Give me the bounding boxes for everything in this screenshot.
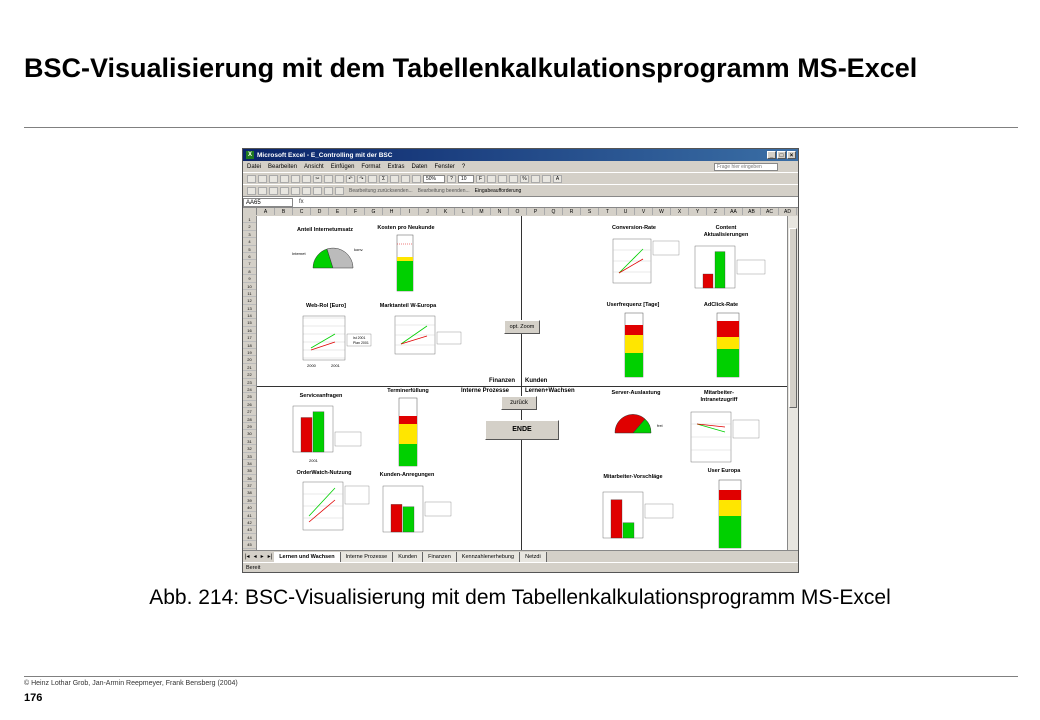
column-header[interactable]: K [437, 208, 455, 215]
series-plan [309, 500, 335, 522]
column-header[interactable]: L [455, 208, 473, 215]
column-header[interactable]: O [509, 208, 527, 215]
row-header[interactable]: 13 [243, 305, 256, 312]
row-header[interactable]: 21 [243, 364, 256, 371]
chart-title-kundenanr: Kunden-Anregungen [379, 472, 435, 478]
line-chart-webroi [273, 312, 373, 372]
review-icon-3[interactable] [269, 187, 278, 195]
row-header[interactable]: 11 [243, 290, 256, 297]
save-icon[interactable] [269, 175, 278, 183]
row-header[interactable]: 42 [243, 519, 256, 526]
sort-asc-icon[interactable] [390, 175, 399, 183]
row-header[interactable]: 7 [243, 260, 256, 267]
column-header[interactable]: T [599, 208, 617, 215]
column-header[interactable]: C [293, 208, 311, 215]
row-header[interactable]: 36 [243, 475, 256, 482]
zurueck-button[interactable]: zurück [501, 396, 537, 410]
chart-title-orderwatch: OrderWatch-Nutzung [296, 470, 352, 476]
autosum-icon[interactable]: Σ [379, 175, 388, 183]
open-file-icon[interactable] [258, 175, 267, 183]
pie-anteil-internetumsatz [288, 236, 378, 286]
figure-caption: Abb. 214: BSC-Visualisierung mit dem Tabellenkalkulationsprogramm MS-Excel [149, 586, 891, 609]
select-all-corner[interactable] [243, 208, 257, 215]
maximize-icon[interactable]: □ [777, 151, 786, 159]
column-header[interactable]: F [347, 208, 365, 215]
align-left-icon[interactable] [487, 175, 496, 183]
row-header[interactable]: 32 [243, 445, 256, 452]
row-header[interactable]: 45 [243, 541, 256, 548]
row-header[interactable]: 2 [243, 223, 256, 230]
column-header[interactable]: U [617, 208, 635, 215]
spellcheck-icon[interactable] [302, 175, 311, 183]
row-header[interactable]: 14 [243, 312, 256, 319]
chart-title-marktanteil: Marktanteil W-Europa [379, 303, 437, 309]
review-icon-8[interactable] [324, 187, 333, 195]
fill-color-icon[interactable] [542, 175, 551, 183]
bar-anregungen-ist [403, 507, 414, 532]
row-header[interactable]: 27 [243, 408, 256, 415]
last-sheet-icon[interactable]: ▸| [267, 554, 273, 560]
tab-finanzen[interactable]: Finanzen [423, 552, 457, 562]
chart-title-userfrequenz: Userfrequenz [Tage] [606, 302, 660, 308]
line-chart-orderwatch [273, 478, 373, 542]
column-header[interactable]: E [329, 208, 347, 215]
redo-icon[interactable]: ↷ [357, 175, 366, 183]
review-icon-5[interactable] [291, 187, 300, 195]
bar-service-ist [313, 412, 324, 452]
zoom-select[interactable]: 50% [423, 175, 445, 183]
end-review-button[interactable]: Bearbeitung beenden... [417, 187, 470, 194]
next-sheet-icon[interactable]: ▸ [260, 554, 264, 560]
tab-kunden[interactable]: Kunden [393, 552, 423, 562]
chart-title-service: Serviceanfragen [299, 393, 343, 399]
row-header[interactable]: 29 [243, 423, 256, 430]
label-lernen-wachsen: Lernen+Wachsen [525, 388, 575, 394]
bar-content-ist [715, 252, 725, 288]
row-header[interactable]: 23 [243, 379, 256, 386]
row-header[interactable]: 41 [243, 512, 256, 519]
status-bar: Bereit [243, 562, 798, 573]
ende-button[interactable]: ENDE [485, 420, 559, 440]
row-header[interactable]: 35 [243, 467, 256, 474]
row-header[interactable]: 39 [243, 497, 256, 504]
menu-format[interactable]: Format [361, 163, 381, 170]
row-header[interactable]: 18 [243, 342, 256, 349]
column-header[interactable]: V [635, 208, 653, 215]
row-header[interactable]: 19 [243, 349, 256, 356]
row-header[interactable]: 10 [243, 283, 256, 290]
review-icon-2[interactable] [258, 187, 267, 195]
window-title: Microsoft Excel - E_Controlling mit der BSC [257, 151, 393, 159]
row-header[interactable]: 6 [243, 253, 256, 260]
row-header[interactable]: 3 [243, 231, 256, 238]
line-chart-intranet [673, 408, 773, 472]
row-header[interactable]: 1 [243, 216, 256, 223]
row-header[interactable]: 12 [243, 297, 256, 304]
row-header[interactable]: 40 [243, 504, 256, 511]
send-back-button[interactable]: Bearbeitung zurücksenden... [349, 187, 413, 194]
percent-icon[interactable]: % [520, 175, 529, 183]
bar-chart-service [273, 402, 373, 466]
review-icon-4[interactable] [280, 187, 289, 195]
gauge-kosten-pro-neukunde [373, 233, 433, 295]
currency-icon[interactable] [509, 175, 518, 183]
column-header[interactable]: J [419, 208, 437, 215]
x-label-2001: 2001 [309, 458, 318, 463]
pie-server-auslastung [603, 399, 683, 439]
name-box[interactable]: AA65 [243, 198, 293, 207]
bar-chart-mitarbeiter-vorschlaege [583, 490, 683, 546]
copyright-note: © Heinz Lothar Grob, Jan-Armin Reepmeyer, Frank Bensberg (2004) [24, 680, 238, 687]
row-header[interactable]: 34 [243, 460, 256, 467]
row-header[interactable]: 38 [243, 489, 256, 496]
column-header[interactable]: I [401, 208, 419, 215]
x-label-2000: 2000 [307, 363, 316, 368]
new-file-icon[interactable] [247, 175, 256, 183]
gauge-user-europa [695, 478, 755, 550]
chart-title-kosten: Kosten pro Neukunde [377, 225, 435, 231]
column-header[interactable]: AC [761, 208, 779, 215]
row-header[interactable]: 25 [243, 393, 256, 400]
review-icon-6[interactable] [302, 187, 311, 195]
cut-icon[interactable]: ✂ [313, 175, 322, 183]
row-header[interactable]: 24 [243, 386, 256, 393]
sheet-tab-bar [243, 550, 798, 562]
legend-plan: Plan 2001 [353, 341, 369, 345]
bar-vorschlaege-ist [623, 523, 634, 538]
chart-title-anteil: Anteil Internetumsatz [297, 227, 353, 233]
paste-icon[interactable] [335, 175, 344, 183]
copy-icon[interactable] [324, 175, 333, 183]
gridlines [303, 318, 345, 358]
perspective-divider-horizontal [257, 386, 788, 387]
first-sheet-icon[interactable]: |◂ [245, 554, 250, 560]
excel-window [242, 148, 799, 573]
print-icon[interactable] [280, 175, 289, 183]
hyperlink-icon[interactable] [368, 175, 377, 183]
column-header[interactable]: B [275, 208, 293, 215]
worksheet[interactable] [243, 216, 788, 550]
excel-title-bar [243, 149, 798, 161]
bar-service-plan [301, 418, 312, 453]
column-header[interactable]: G [365, 208, 383, 215]
column-header[interactable]: S [581, 208, 599, 215]
column-header[interactable]: Z [707, 208, 725, 215]
menu-extras[interactable]: Extras [387, 163, 405, 170]
column-header[interactable]: Q [545, 208, 563, 215]
row-header[interactable]: 20 [243, 356, 256, 363]
gauge-adclick [695, 311, 755, 381]
menu-datei[interactable]: Datei [247, 163, 262, 170]
chart-title-conversion: Conversion-Rate [611, 225, 656, 231]
row-header[interactable]: 28 [243, 416, 256, 423]
chart-title-adclick: AdClick-Rate [703, 302, 739, 308]
row-header[interactable]: 37 [243, 482, 256, 489]
chart-title-usereuropa: User Europa [707, 468, 741, 474]
series-ist [309, 488, 335, 516]
chart-title-termin: Terminerfüllung [387, 388, 429, 394]
menu-bearbeiten[interactable]: Bearbeiten [268, 163, 298, 170]
perspective-divider-vertical [521, 216, 522, 550]
label-finanzen: Finanzen [489, 378, 516, 384]
vertical-scrollbar[interactable] [787, 216, 798, 550]
column-header[interactable]: P [527, 208, 545, 215]
chart-title-intranet: Mitarbeiter-Intranetzugriff [700, 390, 738, 403]
gauge-terminerfuellung [375, 396, 435, 468]
row-header[interactable]: 17 [243, 334, 256, 341]
bar-anregungen-plan [391, 504, 402, 532]
bar-vorschlaege-plan [611, 500, 622, 538]
menu-bar [243, 161, 798, 172]
row-header[interactable]: 33 [243, 453, 256, 460]
line-chart-marktanteil [365, 312, 465, 362]
tab-lernen-und-wachsen[interactable]: Lernen und Wachsen [274, 552, 340, 562]
column-header[interactable]: H [383, 208, 401, 215]
font-color-icon[interactable]: A [553, 175, 562, 183]
label-kunden: Kunden [525, 378, 548, 384]
title-divider [24, 127, 1018, 128]
bar-chart-kunden-anregungen [363, 482, 463, 542]
row-header[interactable]: 5 [243, 246, 256, 253]
row-header[interactable]: 31 [243, 438, 256, 445]
row-header[interactable]: 8 [243, 268, 256, 275]
menu-fenster[interactable]: Fenster [434, 163, 455, 170]
chart-title-server: Server-Auslastung [611, 390, 661, 396]
font-size-select[interactable]: 10 [458, 175, 474, 183]
scrollbar-thumb[interactable] [789, 228, 797, 408]
legend-ist: Ist 2001 [353, 336, 366, 340]
chart-title-content: Content Aktualisierungen [703, 225, 749, 238]
column-header[interactable]: W [653, 208, 671, 215]
preview-icon[interactable] [291, 175, 300, 183]
row-header[interactable]: 44 [243, 534, 256, 541]
bar-content-plan [703, 274, 713, 288]
row-header[interactable]: 22 [243, 371, 256, 378]
x-label-2001: 2001 [331, 363, 340, 368]
fx-icon[interactable]: fx [299, 199, 304, 205]
review-toolbar [243, 184, 798, 196]
excel-app-icon: X [247, 152, 252, 158]
indent-icon[interactable] [531, 175, 540, 183]
pie-label-konv: konv. [354, 247, 364, 252]
row-headers [243, 216, 257, 550]
pie-label-internet: Internet [292, 251, 306, 256]
column-header[interactable]: AA [725, 208, 743, 215]
menu-einfuegen[interactable]: Einfügen [330, 163, 355, 170]
formula-bar [243, 196, 798, 207]
input-prompt-button[interactable]: Eingabeaufforderung [474, 187, 522, 194]
menu-ansicht[interactable]: Ansicht [304, 163, 324, 170]
bold-icon[interactable]: F [476, 175, 485, 183]
menu-help[interactable]: ? [461, 163, 466, 170]
page-number: 176 [24, 692, 43, 704]
review-icon-7[interactable] [313, 187, 322, 195]
row-header[interactable]: 16 [243, 327, 256, 334]
chart-wizard-icon[interactable] [412, 175, 421, 183]
review-icon-1[interactable] [247, 187, 256, 195]
column-header[interactable]: AD [779, 208, 797, 215]
column-header[interactable]: R [563, 208, 581, 215]
minimize-icon[interactable]: _ [767, 151, 776, 159]
bar-chart-content [675, 242, 775, 296]
chart-title-vorschlaege: Mitarbeiter-Vorschläge [603, 474, 663, 480]
help-search-input[interactable]: Frage hier eingeben [714, 163, 778, 171]
row-header[interactable]: 30 [243, 430, 256, 437]
prev-sheet-icon[interactable]: ◂ [253, 554, 257, 560]
row-header[interactable]: 4 [243, 238, 256, 245]
review-icon-9[interactable] [335, 187, 344, 195]
tab-interne-prozesse[interactable]: Interne Prozesse [341, 552, 394, 562]
column-header[interactable]: D [311, 208, 329, 215]
pie-label-frei: frei [657, 423, 663, 428]
slide-title: BSC-Visualisierung mit dem Tabellenkalkulationsprogramm MS-Excel [24, 53, 918, 83]
opt-zoom-button[interactable]: opt. Zoom [504, 320, 540, 334]
chart-title-webroi: Web-RoI [Euro] [306, 303, 346, 309]
align-center-icon[interactable] [498, 175, 507, 183]
column-headers [243, 207, 798, 215]
standard-toolbar [243, 172, 798, 184]
column-header[interactable]: AB [743, 208, 761, 215]
gauge-userfrequenz [603, 311, 663, 381]
tab-kennzahlenerhebung[interactable]: Kennzahlenerhebung [457, 552, 520, 562]
close-icon[interactable]: × [787, 151, 796, 159]
column-header[interactable]: Y [689, 208, 707, 215]
tab-netzdi[interactable]: Netzdi [520, 552, 547, 562]
menu-daten[interactable]: Daten [411, 163, 428, 170]
row-header[interactable]: 26 [243, 401, 256, 408]
footer-divider [24, 676, 1018, 677]
help-icon[interactable]: ? [447, 175, 456, 183]
sort-desc-icon[interactable] [401, 175, 410, 183]
column-header[interactable]: X [671, 208, 689, 215]
column-header[interactable]: N [491, 208, 509, 215]
row-header[interactable]: 43 [243, 526, 256, 533]
series-plan [401, 336, 427, 344]
undo-icon[interactable]: ↶ [346, 175, 355, 183]
column-header[interactable]: M [473, 208, 491, 215]
column-header[interactable]: A [257, 208, 275, 215]
label-interne-prozesse: Interne Prozesse [461, 388, 510, 394]
row-header[interactable]: 15 [243, 319, 256, 326]
row-header[interactable]: 9 [243, 275, 256, 282]
